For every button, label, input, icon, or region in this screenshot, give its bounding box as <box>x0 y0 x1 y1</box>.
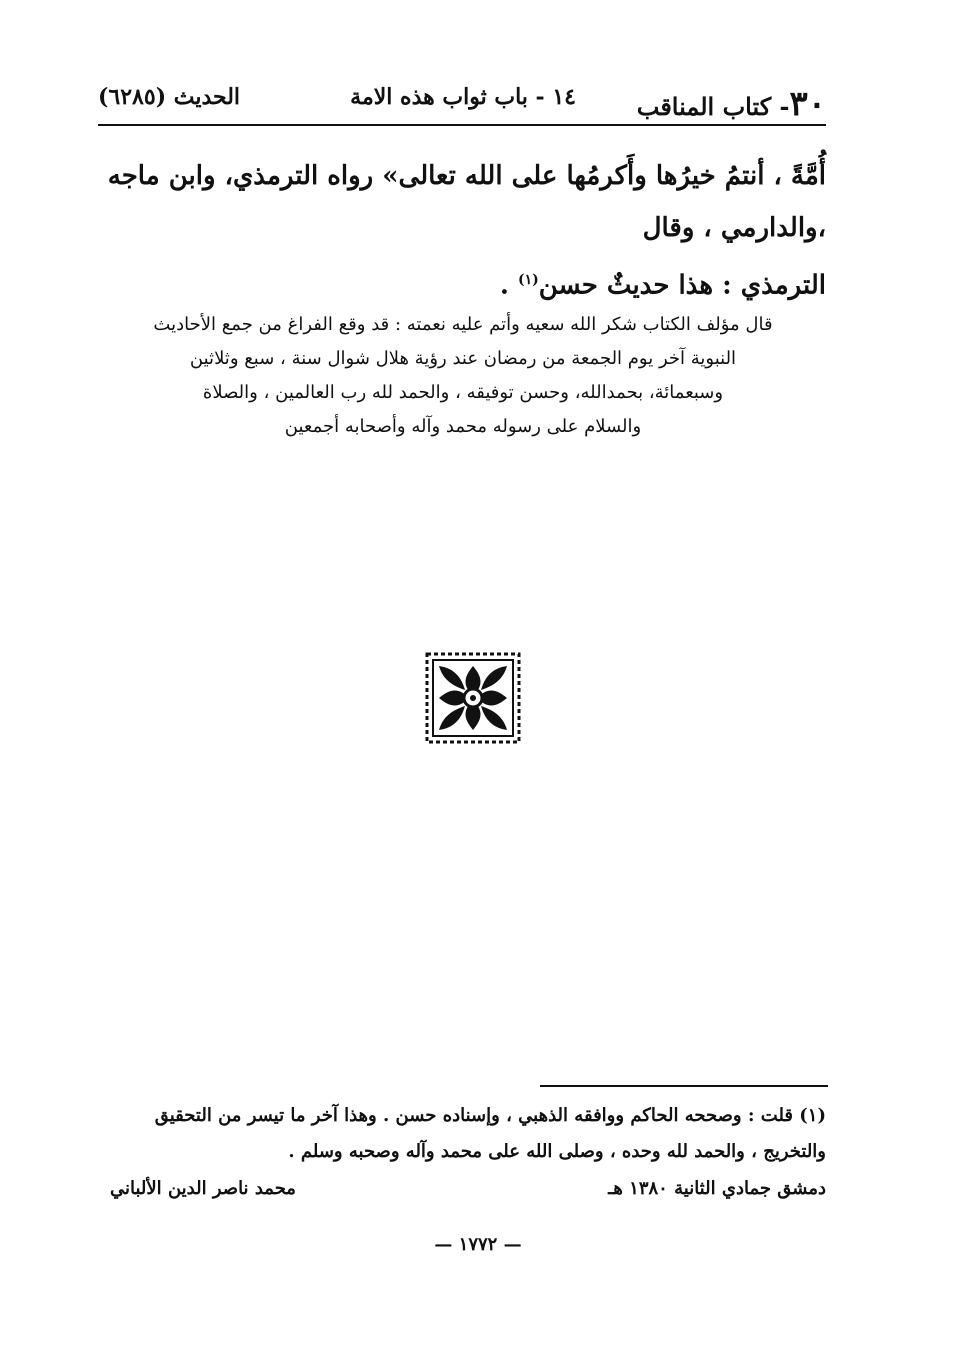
footnote-line-2: والتخريج ، والحمد لله وحده ، وصلى الله على محمد وآله وصحبه وسلم . <box>288 1141 826 1162</box>
chapter-title: - كتاب المناقب <box>636 92 790 121</box>
colophon-line-3: وسبعمائة، بحمدالله، وحسن توفيقه ، والحمد لله رب العالمين ، والصلاة <box>202 382 724 403</box>
page-number: — ١٧٧٢ — <box>434 1234 522 1255</box>
main-text-line-1: أُمَّةً ، أنتمُ خيرُها وأَكرمُها على الله تعالى» رواه الترمذي، وابن ماجه ،والدارمي ، وقال <box>107 161 826 243</box>
footnote-separator <box>540 1085 828 1087</box>
footnote-marker: (١) <box>518 272 539 288</box>
hadith-reference: الحديث (٦٢٨٥) <box>98 84 241 110</box>
main-text-line-2-end: . <box>499 270 519 301</box>
colophon-line-1: قال مؤلف الكتاب شكر الله سعيه وأتم عليه نعمته : قد وقع الفراغ من جمع الأحاديث <box>153 314 773 335</box>
signature <box>110 1178 826 1218</box>
colophon-line-2: النبوية آخر يوم الجمعة من رمضان عند رؤية هلال شوال سنة ، سبع وثلاثين <box>189 348 737 369</box>
chapter-number: ٣٠ <box>789 84 826 124</box>
chapter-heading <box>637 84 826 124</box>
footnote <box>110 1098 826 1170</box>
running-header <box>98 80 826 126</box>
colophon-line-4: والسلام على رسوله محمد وآله وأصحابه أجمعين <box>284 416 642 437</box>
signature-name: محمد ناصر الدين الألباني <box>110 1178 296 1199</box>
colophon <box>150 308 776 444</box>
section-title: ١٤ - باب ثواب هذه الامة <box>350 84 576 110</box>
floral-ornament-icon <box>425 652 521 744</box>
main-text-line-2 <box>100 254 826 312</box>
main-text-line-2-body: الترمذي : هذا حديثٌ حسن <box>538 270 826 301</box>
main-text <box>100 150 826 312</box>
signature-place-date: دمشق جمادي الثانية ١٣٨٠ هـ <box>608 1178 826 1199</box>
footnote-line-1: (١) قلت : وصححه الحاكم ووافقه الذهبي ، وإسناده حسن . وهذا آخر ما تيسر من التحقيق <box>154 1105 826 1126</box>
